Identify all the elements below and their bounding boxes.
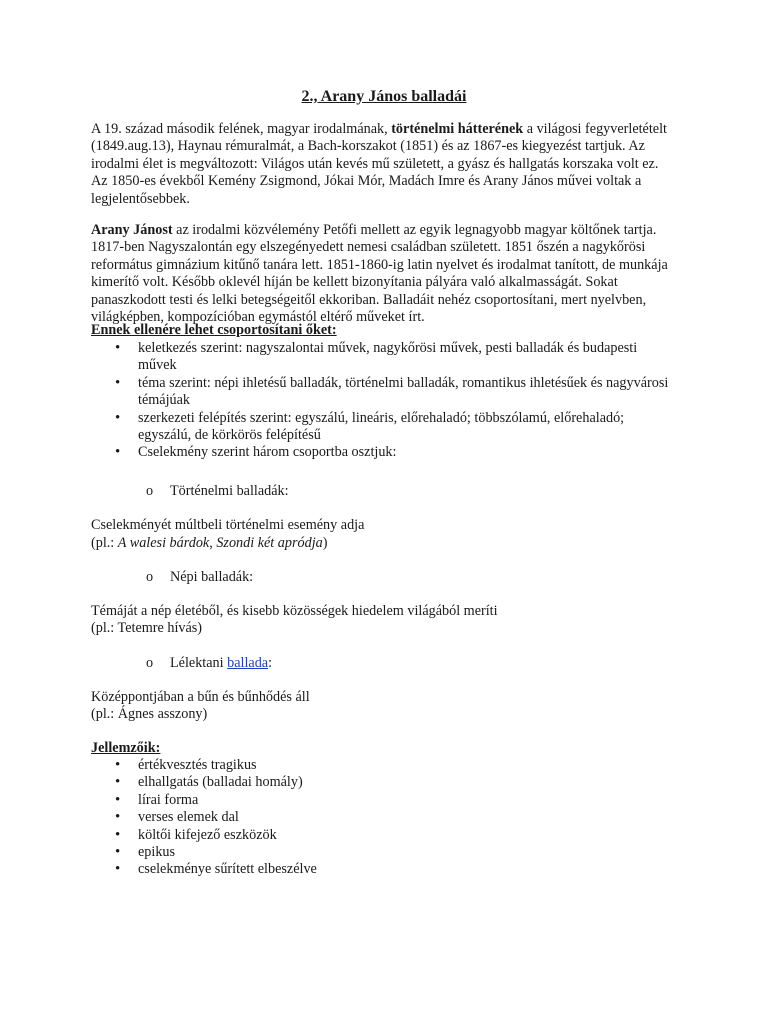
page-title: 2., Arany János balladái (301, 88, 467, 105)
list-item: • Cselekmény szerint három csoportba osztjuk: (91, 444, 673, 461)
list-item: • keletkezés szerint: nagyszalontai művek, nagykőrösi művek, pesti balladák és budapesti művek (91, 340, 673, 375)
example-title: Szondi két apródja (216, 535, 323, 551)
intro-paragraph (91, 121, 673, 208)
intro-text-end: a világosi fegyverletételt (1849.aug.13), Haynau rémuralmát, a Bach-korszakot (1851) és az 1867-es kiegyezést tartjuk. Az irodalmi élet is megváltozott: Világos után kevés mű született, a gyász és hallgatás korszaka volt ez. Az 1850-es évekből Kemény Zsigmond, Jókai Mór, Madách Imre és Arany János művei voltak a legjelentősebbek. (91, 121, 667, 207)
list-item: • epikus (91, 844, 673, 861)
sub-bullet-icon: o (146, 483, 154, 499)
biography-text: az irodalmi közvélemény Petőfi mellett az egyik legnagyobb magyar költőnek tartja. 1817-ben Nagyszalontán egy elszegényedett nemesi családban született. 1851 őszén a nagykőrösi református gimnázium kitűnő tanára lett. 1851-1860-ig latin nyelvet és irodalmat tanított, de munkája kimerítő volt. Később oklevél híján be kellett bizonyítania pályára való alkalmasságát. Sokat panaszkodott testi és lelki betegségeitől ekkoriban. Balladáit nehéz csoportosítani, mert nyelvben, világképben, kompozícióban egymástól eltérő műveket írt. (91, 222, 668, 326)
historical-ballads-item (146, 483, 289, 500)
intro-text-start: A 19. század második felének, magyar irodalmának, (91, 121, 392, 137)
grouping-list (91, 340, 673, 462)
sub-bullet-icon: o (146, 569, 154, 585)
list-item: • költői kifejező eszközök (91, 827, 673, 844)
sub-bullet-icon: o (146, 655, 154, 671)
intro-bold-term: történelmi hátterének (391, 121, 524, 137)
folk-ballads-example: (pl.: Tetemre hívás) (91, 620, 203, 636)
features-heading: Jellemzőik: (91, 740, 161, 756)
historical-ballads-label: Történelmi balladák: (170, 483, 289, 499)
list-item: • lírai forma (91, 792, 673, 809)
folk-ballads-desc: Témáját a nép életéből, és kisebb közösségek hiedelem világából meríti (91, 603, 498, 619)
ballada-link[interactable]: ballada (227, 655, 269, 671)
historical-ballads-example: (pl.: A walesi bárdok, Szondi két apródja) (91, 535, 328, 551)
psychological-ballads-example: (pl.: Ágnes asszony) (91, 706, 208, 722)
list-item: • téma szerint: népi ihletésű balladák, történelmi balladák, romantikus ihletésűek és nagyvárosi témájúak (91, 375, 673, 410)
grouping-heading: Ennek ellenére lehet csoportosítani őket: (91, 322, 337, 338)
folk-ballads-item (146, 569, 253, 586)
biography-bold-name: Arany Jánost (91, 222, 173, 238)
list-item: • cselekménye sűrített elbeszélve (91, 861, 673, 878)
psychological-ballads-desc: Középpontjában a bűn és bűnhődés áll (91, 689, 310, 705)
historical-ballads-desc: Cselekményét múltbeli történelmi esemény adja (91, 517, 365, 533)
list-item: • szerkezeti felépítés szerint: egyszálú, lineáris, előrehaladó; többszólamú, előrehaladó; egyszálú, de körkörös felépítésű (91, 410, 673, 445)
example-title: A walesi bárdok (117, 535, 210, 551)
biography-paragraph (91, 222, 673, 326)
list-item: • értékvesztés tragikus (91, 757, 673, 774)
folk-ballads-label: Népi balladák: (170, 569, 254, 585)
list-item: • verses elemek dal (91, 809, 673, 826)
features-list (91, 757, 673, 879)
list-item: • elhallgatás (balladai homály) (91, 774, 673, 791)
psychological-ballads-item: o Lélektani ballada: (146, 655, 273, 671)
